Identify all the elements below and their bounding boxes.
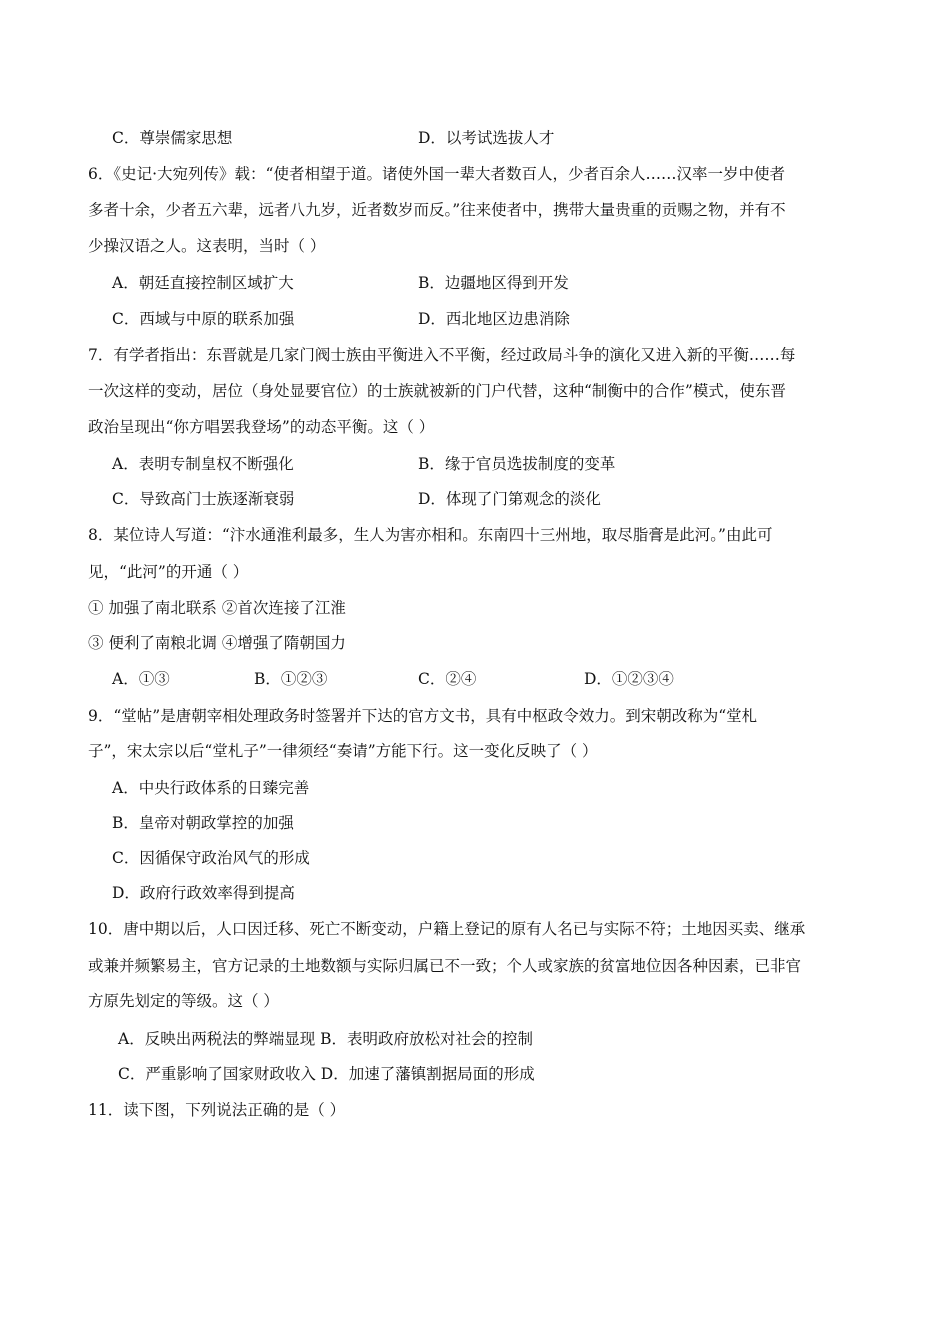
q9-option-d: D．政府行政效率得到提高 (112, 884, 295, 902)
q7-option-c: C．导致高门士族逐渐衰弱 (112, 490, 295, 508)
q8-stem-line-2: 见，“此河”的开通（ ） (88, 563, 249, 581)
q10-stem-line-2: 或兼并频繁易主，官方记录的土地数额与实际归属已不一致；个人或家族的贫富地位因各种因素，已非官 (88, 957, 802, 975)
q8-stem-line-1: 8．某位诗人写道：“汴水通淮利最多，生人为害亦相和。东南四十三州地，取尽脂膏是此河。”由此可 (88, 526, 773, 544)
q6-option-a: A．朝廷直接控制区域扩大 (112, 274, 294, 292)
q7-option-a: A．表明专制皇权不断强化 (112, 455, 294, 473)
q8-item-row-1: ① 加强了南北联系 ②首次连接了江淮 (88, 599, 346, 617)
q5-option-c: C．尊崇儒家思想 (112, 129, 233, 147)
q7-stem-line-1: 7．有学者指出：东晋就是几家门阀士族由平衡进入不平衡，经过政局斗争的演化又进入新的平衡……每 (88, 346, 796, 364)
q6-stem-line-2: 多者十余，少者五六辈，远者八九岁，近者数岁而反。”往来使者中，携带大量贵重的贡赐之物，并有不 (88, 201, 786, 219)
q6-option-d: D．西北地区边患消除 (418, 310, 570, 328)
q6-option-c: C．西域与中原的联系加强 (112, 310, 295, 328)
q8-option-d: D．①②③④ (584, 670, 674, 688)
q9-stem-line-2: 子”，宋太宗以后“堂札子”一律须经“奏请”方能下行。这一变化反映了（ ） (88, 742, 598, 760)
q9-option-b: B．皇帝对朝政掌控的加强 (112, 814, 294, 832)
q10-stem-line-1: 10．唐中期以后，人口因迁移、死亡不断变动，户籍上登记的原有人名已与实际不符；土地因买卖、继承 (88, 920, 806, 938)
q8-option-b: B．①②③ (254, 670, 328, 688)
q8-item-row-2: ③ 便利了南粮北调 ④增强了隋朝国力 (88, 634, 346, 652)
q9-option-a: A．中央行政体系的日臻完善 (112, 779, 310, 797)
q9-option-c: C．因循保守政治风气的形成 (112, 849, 310, 867)
q10-options-cd: C．严重影响了国家财政收入 D．加速了藩镇割据局面的形成 (118, 1065, 535, 1083)
q6-stem-line-1: 6．《史记·大宛列传》载：“使者相望于道。诸使外国一辈大者数百人，少者百余人……汉率一岁中使者 (88, 165, 785, 183)
q7-stem-line-2: 一次这样的变动，居位（身处显要官位）的士族就被新的门户代替，这种“制衡中的合作”模式，使东晋 (88, 382, 786, 400)
q6-option-b: B．边疆地区得到开发 (418, 274, 569, 292)
q11-stem-line-1: 11．读下图，下列说法正确的是（ ） (88, 1101, 346, 1119)
q8-option-a: A．①③ (112, 670, 170, 688)
q7-stem-line-3: 政治呈现出“你方唱罢我登场”的动态平衡。这（ ） (88, 418, 435, 436)
q10-stem-line-3: 方原先划定的等级。这（ ） (88, 992, 279, 1010)
q6-stem-line-3: 少操汉语之人。这表明，当时（ ） (88, 237, 326, 255)
q7-option-b: B．缘于官员选拔制度的变革 (418, 455, 616, 473)
q5-option-d: D．以考试选拔人才 (418, 129, 555, 147)
q8-option-c: C．②④ (418, 670, 477, 688)
q9-stem-line-1: 9．“堂帖”是唐朝宰相处理政务时签署并下达的官方文书，具有中枢政令效力。到宋朝改称为“堂札 (88, 707, 758, 725)
q7-option-d: D．体现了门第观念的淡化 (418, 490, 601, 508)
q10-options-ab: A．反映出两税法的弊端显现 B．表明政府放松对社会的控制 (118, 1030, 534, 1048)
